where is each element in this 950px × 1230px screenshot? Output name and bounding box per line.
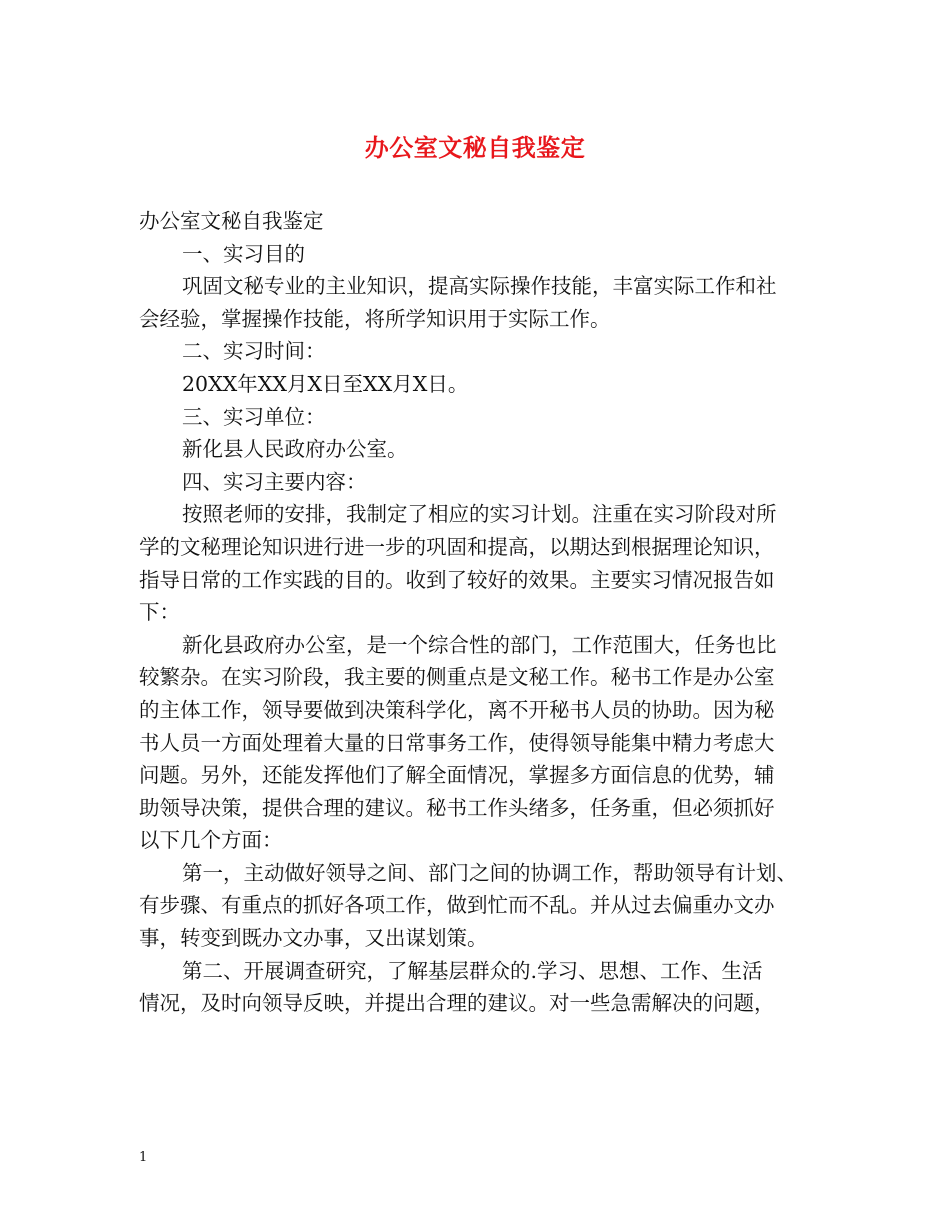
body-line: 较繁杂。在实习阶段，我主要的侧重点是文秘工作。秘书工作是办公室	[139, 665, 775, 690]
body-line: 办公室文秘自我鉴定	[139, 209, 324, 233]
section-heading: 二、实习时间：	[182, 339, 326, 364]
body-line: 第一，主动做好领导之间、部门之间的协调工作，帮助领导有计划、	[182, 860, 797, 885]
body-line: 书人员一方面处理着大量的日常事务工作，使得领导能集中精力考虑大	[139, 730, 775, 755]
section-heading: 四、实习主要内容：	[182, 469, 367, 494]
body-line: 指导日常的工作实践的目的。收到了较好的效果。主要实习情况报告如	[139, 567, 775, 592]
body-line: 问题。另外，还能发挥他们了解全面情况，掌握多方面信息的优势，辅	[139, 763, 775, 788]
section-heading: 三、实习单位：	[182, 404, 326, 429]
body-line: 第二、开展调查研究，了解基层群众的.学习、思想、工作、生活	[182, 958, 763, 983]
body-line: 会经验，掌握操作技能，将所学知识用于实际工作。	[139, 306, 611, 331]
body-line: 新化县政府办公室，是一个综合性的部门，工作范围大，任务也比	[182, 632, 777, 657]
section-heading: 一、实习目的	[182, 241, 305, 266]
document-title: 办公室文秘自我鉴定	[364, 133, 586, 162]
body-line: 有步骤、有重点的抓好各项工作，做到忙而不乱。并从过去偏重办文办	[139, 893, 775, 918]
page-number: 1	[139, 1150, 148, 1165]
body-line: 学的文秘理论知识进行进一步的巩固和提高，以期达到根据理论知识，	[139, 534, 775, 559]
body-line: 下：	[139, 600, 180, 625]
body-line: 按照老师的安排，我制定了相应的实习计划。注重在实习阶段对所	[182, 502, 777, 527]
body-line: 20XX年XX月X日至XX月X日。	[182, 371, 469, 396]
body-line: 的主体工作，领导要做到决策科学化，离不开秘书人员的协助。因为秘	[139, 697, 775, 722]
body-line: 助领导决策，提供合理的建议。秘书工作头绪多，任务重，但必须抓好	[139, 795, 775, 820]
body-line: 巩固文秘专业的主业知识，提高实际操作技能，丰富实际工作和社	[182, 274, 777, 299]
body-line: 新化县人民政府办公室。	[182, 437, 408, 462]
body-line: 情况，及时向领导反映，并提出合理的建议。对一些急需解决的问题，	[139, 991, 775, 1016]
body-line: 事，转变到既办文办事，又出谋划策。	[139, 926, 488, 951]
body-line: 以下几个方面：	[139, 828, 283, 853]
document-body	[139, 205, 819, 1020]
